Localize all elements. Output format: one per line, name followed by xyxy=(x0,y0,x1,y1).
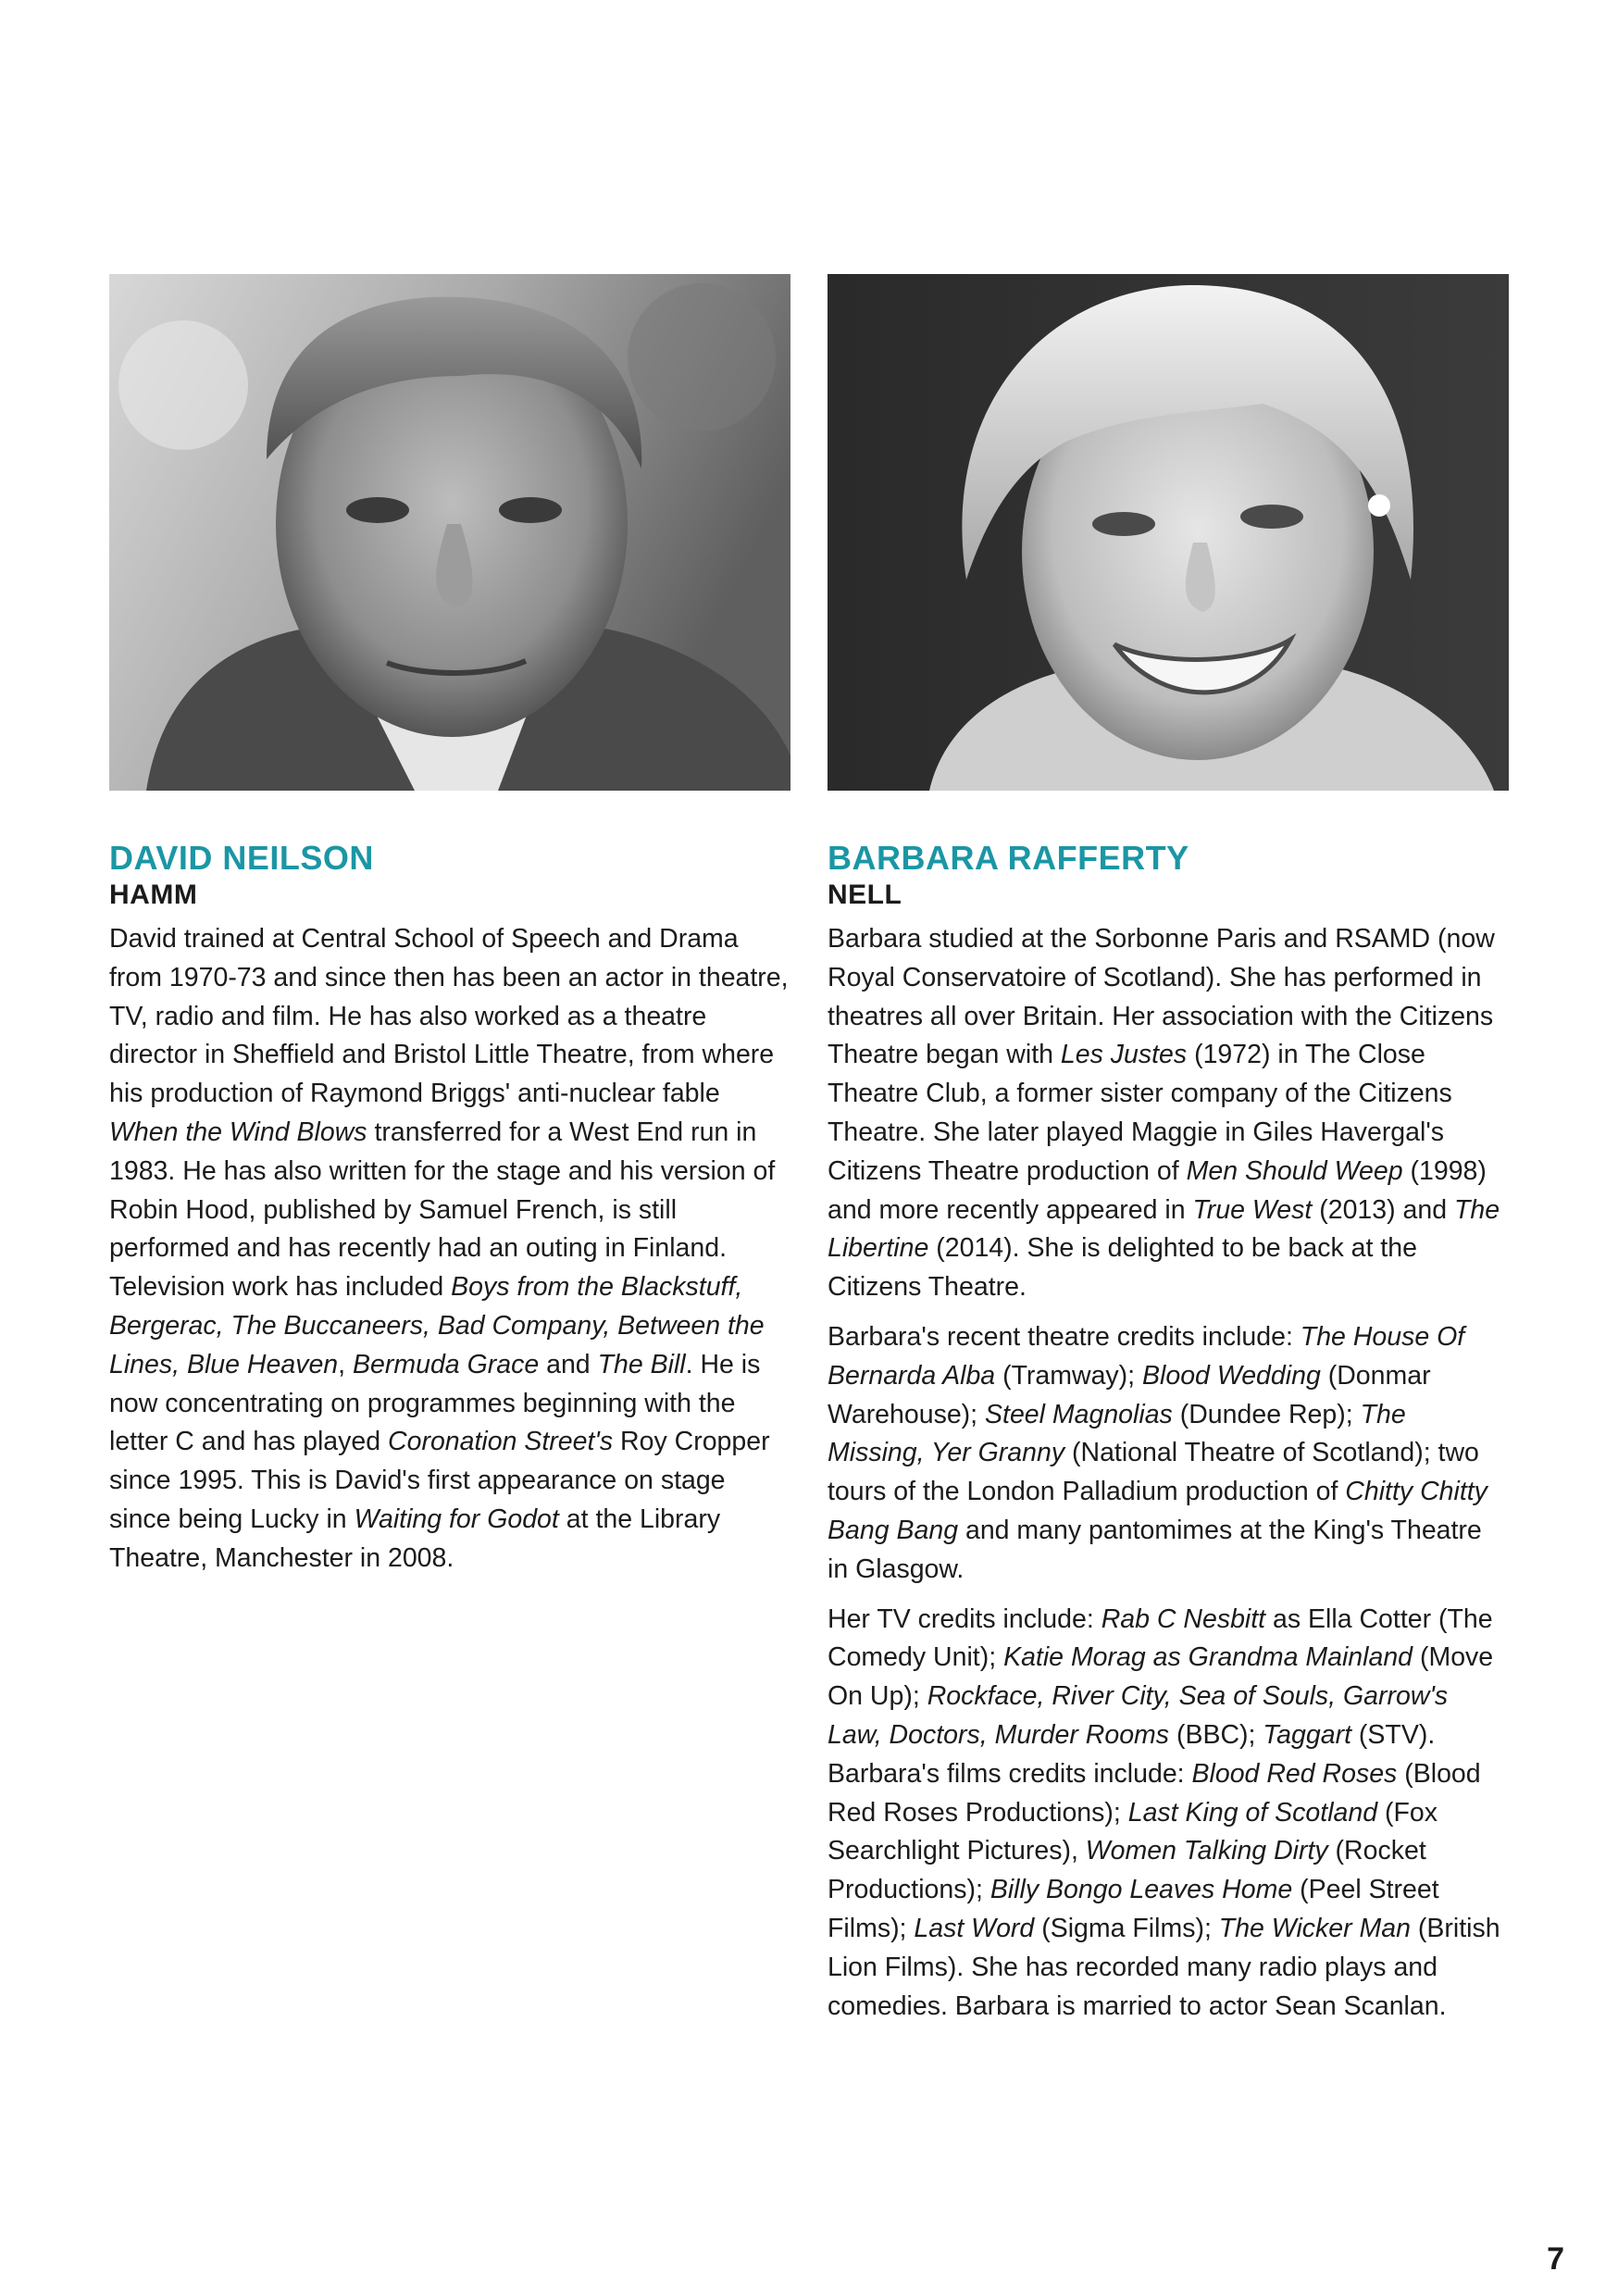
italic-title: When the Wind Blows xyxy=(109,1117,367,1147)
bio-text: (Blood Red Roses Productions); xyxy=(828,1758,1481,1828)
bio-text: (Donmar Warehouse); xyxy=(828,1360,1431,1429)
italic-title: Rockface, River City, Sea of Souls, Garrow's Law, Doctors, Murder Rooms xyxy=(828,1681,1449,1750)
bio-text: . He is now concentrating on programmes beginning with the letter C and has played xyxy=(109,1349,761,1457)
bio-text: (Tramway); xyxy=(995,1360,1143,1391)
italic-title: Women Talking Dirty xyxy=(1085,1836,1328,1866)
bio-text: and many pantomimes at the King's Theatre in Glasgow. xyxy=(828,1515,1482,1584)
italic-title: Taggart xyxy=(1263,1719,1351,1750)
italic-title: The Bill xyxy=(597,1349,686,1379)
biography xyxy=(828,920,1509,2026)
italic-title: The Wicker Man xyxy=(1218,1913,1411,1943)
italic-title: Les Justes xyxy=(1060,1040,1188,1070)
bio-paragraph xyxy=(828,1318,1509,1590)
portrait-photo-barbara xyxy=(828,274,1509,791)
italic-title: Rab C Nesbitt xyxy=(1101,1603,1266,1634)
portrait-image-david xyxy=(109,274,790,791)
portrait-photo-david xyxy=(109,274,790,791)
bio-text: (British Lion Films). She has recorded many radio plays and comedies. Barbara is married to actor Sean Scanlan. xyxy=(828,1913,1500,2021)
bio-text: (Fox Searchlight Pictures), xyxy=(828,1797,1438,1866)
italic-title: The House Of Bernarda Alba xyxy=(828,1321,1465,1391)
bio-text: Her TV credits include: xyxy=(828,1603,1101,1634)
italic-title: Bermuda Grace xyxy=(353,1349,540,1379)
italic-title: Billy Bongo Leaves Home xyxy=(989,1875,1293,1905)
character-role: HAMM xyxy=(109,880,198,910)
italic-title: True West xyxy=(1192,1194,1313,1225)
italic-title: Chitty Chitty Bang Bang xyxy=(828,1477,1487,1545)
bio-text: (BBC); xyxy=(1169,1719,1263,1750)
bio-text: (1998) and more recently appeared in xyxy=(828,1155,1487,1225)
bio-text: David trained at Central School of Speech and Drama from 1970-73 and since then has been an actor in theatre, TV, radio and film. He has also worked as a theatre director in Sheffield and Bristol Little Theatre, from where his production of Raymond Briggs' anti-nuclear fable xyxy=(109,924,789,1109)
page-number: 7 xyxy=(1547,2241,1564,2277)
profile-david-neilson xyxy=(109,274,790,1590)
bio-text: and xyxy=(539,1349,598,1379)
bio-text: transferred for a West End run in 1983. He has also written for the stage and his version of Robin Hood, published by Samuel French, is still performed and has recently had an outing in Finland. Television work has included xyxy=(109,1117,776,1303)
bio-text: (National Theatre of Scotland); two tours of the London Palladium production of xyxy=(828,1438,1479,1507)
bio-text: as Ella Cotter (The Comedy Unit); xyxy=(828,1603,1493,1673)
italic-title: Blood Red Roses xyxy=(1191,1758,1398,1789)
italic-title: The Missing, Yer Granny xyxy=(828,1399,1406,1468)
italic-title: Steel Magnolias xyxy=(985,1399,1173,1429)
actor-name: BARBARA RAFFERTY xyxy=(828,839,1189,877)
character-role: NELL xyxy=(828,880,902,910)
italic-title: Boys from the Blackstuff, Bergerac, The Buccaneers, Bad Company, Between the Lines, Blue Heaven xyxy=(109,1272,765,1379)
bio-paragraph xyxy=(109,920,790,1578)
italic-title: Katie Morag as Grandma Mainland xyxy=(1003,1642,1413,1673)
italic-title: Last King of Scotland xyxy=(1127,1797,1378,1828)
portrait-image-barbara xyxy=(828,274,1509,791)
bio-text: (STV). Barbara's films credits include: xyxy=(828,1719,1436,1789)
profile-barbara-rafferty xyxy=(828,274,1509,2037)
bio-text: (1972) in The Close Theatre Club, a former sister company of the Citizens Theatre. She later played Maggie in Giles Havergal's Citizens Theatre production of xyxy=(828,1040,1452,1186)
biography xyxy=(109,920,790,1578)
bio-text: , xyxy=(338,1349,354,1379)
actor-name: DAVID NEILSON xyxy=(109,839,374,877)
bio-paragraph xyxy=(828,920,1509,1307)
italic-title: Waiting for Godot xyxy=(354,1504,559,1534)
bio-text: Roy Cropper since 1995. This is David's first appearance on stage since being Lucky in xyxy=(109,1427,770,1534)
bio-text: (2013) and xyxy=(1312,1194,1455,1225)
bio-text: (Rocket Productions); xyxy=(828,1836,1426,1905)
italic-title: The Libertine xyxy=(828,1194,1500,1264)
bio-text: Barbara's recent theatre credits include: xyxy=(828,1321,1301,1352)
bio-paragraph xyxy=(828,1601,1509,2027)
bio-text: (2014). She is delighted to be back at the Citizens Theatre. xyxy=(828,1233,1417,1303)
bio-text: (Dundee Rep); xyxy=(1172,1399,1361,1429)
italic-title: Coronation Street's xyxy=(388,1427,614,1457)
bio-text: (Sigma Films); xyxy=(1034,1913,1219,1943)
bio-text: (Move On Up); xyxy=(828,1642,1494,1712)
bio-text: at the Library Theatre, Manchester in 2008. xyxy=(109,1504,721,1573)
bio-text: Barbara studied at the Sorbonne Paris and RSAMD (now Royal Conservatoire of Scotland). She has performed in theatres all over Britain. Her association with the Citizens Theatre began with xyxy=(828,924,1495,1070)
italic-title: Men Should Weep xyxy=(1186,1155,1403,1186)
bio-text: (Peel Street Films); xyxy=(828,1875,1439,1943)
italic-title: Blood Wedding xyxy=(1142,1360,1321,1391)
italic-title: Last Word xyxy=(914,1913,1035,1943)
